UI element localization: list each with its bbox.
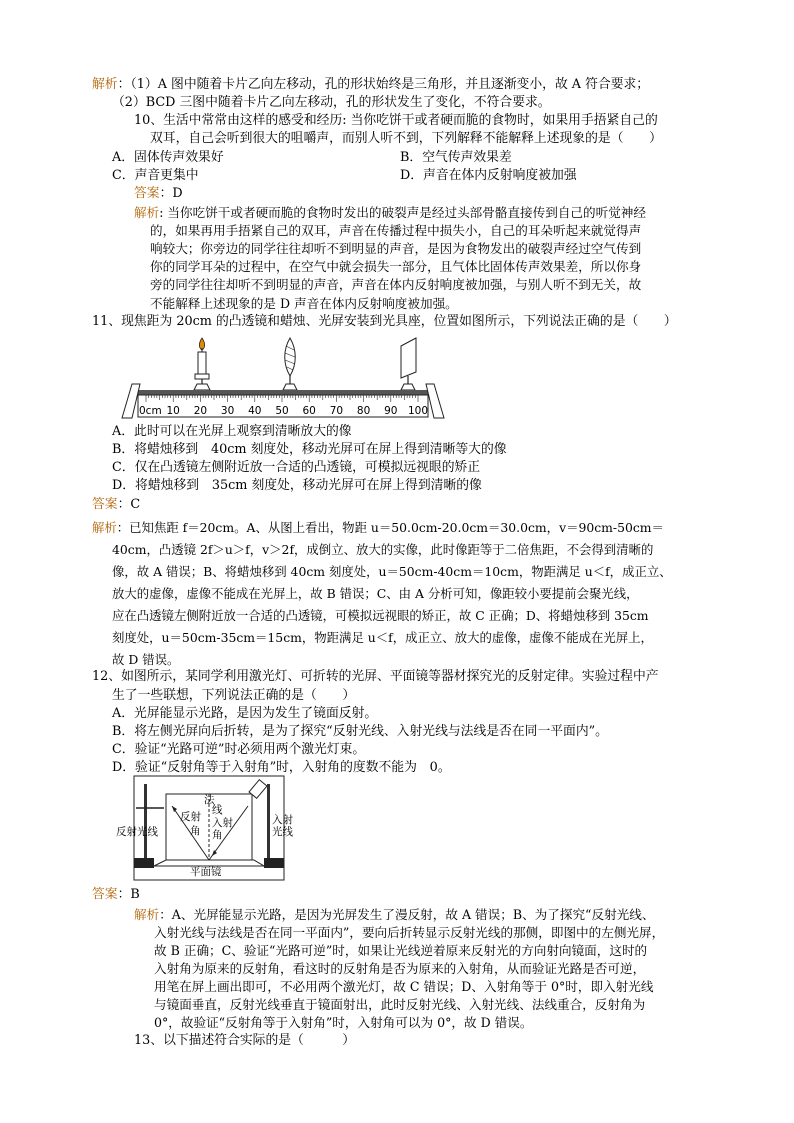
q10-option-c: C．声音更集中 xyxy=(112,168,199,183)
label-mirror: 平面镜 xyxy=(190,866,222,878)
q10-explanation-line2: 的，如果再用手捂紧自己的双耳，声音在传播过程中损失小，自己的耳朵听起来就觉得声 xyxy=(150,223,642,238)
q12-option-a: A．光屏能显示光路，是因为发生了镜面反射。 xyxy=(112,706,378,721)
q12-explanation-line5: 用笔在屏上画出即可，不必用两个激光灯，故 C 错误；D、入射角等于 0°时，即入射光线 xyxy=(154,979,654,994)
q12-option-b: B．将左侧光屏向后折转，是为了探究“反射光线、入射光线与法线是否在同一平面内”。 xyxy=(112,724,608,739)
bench-right-support xyxy=(426,384,444,418)
light-screen xyxy=(401,338,416,390)
q9-explanation-line2: （2）BCD 三图中随着卡片乙向左移动，孔的形状发生了变化，不符合要求。 xyxy=(112,95,551,110)
label-incident-ray-1: 入射 xyxy=(272,814,293,826)
ruler-label: 30 xyxy=(220,405,235,417)
q12-answer: 答案：B xyxy=(92,887,140,902)
q12-explanation-line7: 0°，故验证“反射角等于入射角”时，入射角可以为 0°，故 D 错误。 xyxy=(154,1015,533,1030)
q11-explanation-line3: 像，故 A 错误；B、将蜡烛移到 40cm 刻度处，u＝50cm-40cm＝10cm，物距满足 u＜f，成正立、 xyxy=(112,564,672,579)
q11-explanation-line2: 40cm，凸透镜 2f＞u＞f，v＞2f，成倒立、放大的实像，此时像距等于二倍焦距，不会得到清晰的 xyxy=(112,542,654,557)
q12-explanation-line3: 故 B 正确；C、验证“光路可逆”时，如果让光线逆着原来反射光的方向射向镜面，这时的 xyxy=(154,943,648,958)
q11-explanation-line5: 应在凸透镜左侧附近放一合适的凸透镜，可模拟远视眼的矫正，故 C 正确；D、将蜡烛移到 35cm xyxy=(112,608,649,623)
q12-stem-line1: 12、如图所示，某同学利用激光灯、可折转的光屏、平面镜等器材探究光的反射定律。实验过程中产 xyxy=(92,669,659,684)
q10-stem-line1: 10、生活中常常由这样的感受和经历: 当你吃饼干或者硬而脆的食物时，如果用手捂紧自己的 xyxy=(134,113,658,128)
q11-explanation-line7: 故 D 错误。 xyxy=(112,652,180,667)
q11-answer: 答案：C xyxy=(92,497,141,512)
ruler-label: 100 xyxy=(407,405,429,417)
q11-stem: 11、现焦距为 20cm 的凸透镜和蜡烛、光屏安装到光具座，位置如图所示，下列说法正确的是（ ） xyxy=(92,314,677,329)
ruler-label: 20 xyxy=(193,405,208,417)
q10-explanation-line5: 旁的同学往往却听不到明显的声音，声音在体内反射响度被加强，与别人听不到无关，故 xyxy=(150,277,642,292)
q10-option-d: D．声音在体内反射响度被加强 xyxy=(400,168,577,183)
q12-explanation-line2: 入射光线与法线是否在同一平面内”，要向后折转显示反射光线的那侧，即图中的左侧光屏， xyxy=(154,925,665,940)
q12-option-c: C．验证“光路可逆”时必须用两个激光灯束。 xyxy=(112,742,366,757)
label-refl-angle-2: 角 xyxy=(190,825,201,837)
label-refl-angle-1: 反射 xyxy=(180,811,201,823)
q10-explanation-line4: 你的同学耳朵的过程中，在空气中就会损失一部分，且气体比固体传声效果差，所以你身 xyxy=(150,259,642,274)
reflection-experiment-figure xyxy=(114,774,294,882)
q10-explanation-line3: 响较大；你旁边的同学往往却听不到明显的声音，是因为食物发出的破裂声经过空气传到 xyxy=(150,241,642,256)
left-stand xyxy=(144,784,147,862)
q12-explanation-line4: 入射角为原来的反射角，看这时的反射角是否为原来的入射角，从而验证光路是否可逆， xyxy=(154,961,646,976)
explanation-label: 解析 xyxy=(92,77,118,92)
q11-option-b: B．将蜡烛移到 40cm 刻度处，移动光屏可在屏上得到清晰等大的像 xyxy=(112,442,507,457)
ruler-label: 90 xyxy=(384,405,398,417)
q11-explanation-line1: 解析：已知焦距 f＝20cm。A、从图上看出，物距 u＝50.0cm-20.0cm＝30.0cm，v＝90cm-50cm＝ xyxy=(92,520,664,535)
q10-answer: 答案：D xyxy=(134,186,183,201)
q12-explanation-line1: 解析：A、光屏能显示光路，是因为光屏发生了漫反射，故 A 错误；B、为了探究“反射光线、 xyxy=(134,907,655,922)
q11-explanation-line6: 刻度处，u＝50cm-35cm＝15cm，物距满足 u＜f，成正立、放大的虚像，虚像不能成在光屏上， xyxy=(112,630,653,645)
label-inc-angle-1: 入射 xyxy=(212,817,233,829)
q10-option-b: B．空气传声效果差 xyxy=(400,150,512,165)
q11-explanation-line4: 放大的虚像，虚像不能成在光屏上，故 B 错误；C、由 A 分析可知，像距较小要提前会聚光线， xyxy=(112,586,639,601)
q11-option-d: D．将蜡烛移到 35cm 刻度处，移动光屏可在屏上得到清晰的像 xyxy=(112,478,482,493)
label-inc-angle-2: 角 xyxy=(212,829,223,841)
ruler-label: 40 xyxy=(248,405,262,417)
q11-option-a: A．此时可以在光屏上观察到清晰放大的像 xyxy=(112,424,352,439)
ruler-label: 10 xyxy=(166,405,180,417)
q10-explanation-line1: 解析: 当你吃饼干或者硬而脆的食物时发出的破裂声是经过头部骨骼直接传到自己的听觉神经 xyxy=(134,205,646,220)
candle xyxy=(194,338,210,390)
right-stand xyxy=(267,784,270,862)
ruler-label: 0cm xyxy=(139,405,162,417)
q10-stem-line2: 双耳，自己会听到很大的咀嚼声，而别人听不到，下列解释不能解释上述现象的是（ ） xyxy=(150,131,662,146)
convex-lens xyxy=(283,338,297,390)
q13-stem: 13、以下描述符合实际的是（ ） xyxy=(134,1033,356,1048)
ruler-label: 80 xyxy=(356,405,371,417)
ruler-label: 50 xyxy=(275,405,289,417)
q12-explanation-line6: 与镜面垂直，反射光线垂直于镜面射出，此时反射光线、入射光线、法线重合，反射角为 xyxy=(154,997,646,1012)
q12-option-d: D．验证“反射角等于入射角”时，入射角的度数不能为 0。 xyxy=(112,760,451,775)
bench-left-support xyxy=(122,384,140,418)
ruler-label: 60 xyxy=(302,405,316,417)
optical-bench-figure xyxy=(118,334,448,420)
q10-explanation-line6: 不能解释上述现象的是 D 声音在体内反射响度被加强。 xyxy=(150,296,458,311)
q10-option-a: A．固体传声效果好 xyxy=(112,150,224,165)
label-incident-ray-2: 光线 xyxy=(272,826,293,838)
label-normal-2: 线 xyxy=(212,804,223,816)
bench-rail xyxy=(130,390,436,395)
ruler-label: 70 xyxy=(329,405,344,417)
right-foot xyxy=(264,858,284,868)
label-reflected-ray: 反射光线 xyxy=(116,826,158,838)
q11-option-c: C．仅在凸透镜左侧附近放一合适的凸透镜，可模拟远视眼的矫正 xyxy=(112,460,481,475)
q9-explanation-line1: 解析：（1）A 图中随着卡片乙向左移动，孔的形状始终是三角形，并且逐渐变小，故 A 符合要求； xyxy=(92,77,650,92)
label-normal-1: 法 xyxy=(204,794,215,806)
q12-stem-line2: 生了一些联想，下列说法正确的是（ ） xyxy=(112,688,356,703)
left-foot xyxy=(134,858,154,868)
